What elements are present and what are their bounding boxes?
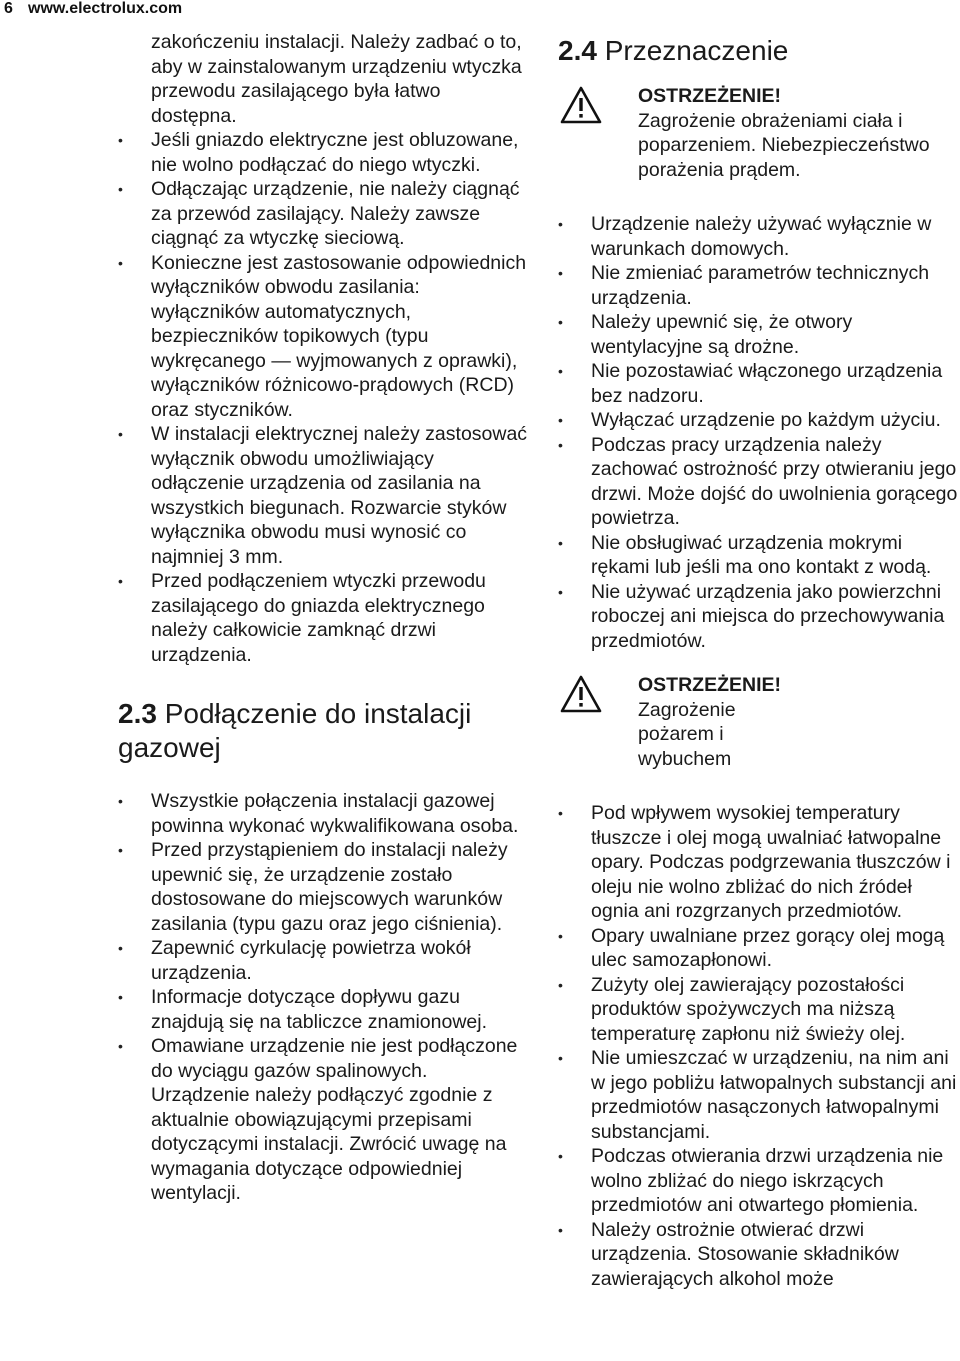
fire-bullet-list bbox=[558, 801, 960, 1291]
usage-bullet-list bbox=[558, 212, 960, 653]
list-item: • Omawiane urządzenie nie jest podłączone do wyciągu gazów spalinowych. Urządzenie należy podłączyć zgodnie z aktualnie obowiązującymi przepisami dotyczącymi instalacji. Zwrócić uwagę na wymagania dotyczące odpowiedniej wentylacji. bbox=[118, 1034, 528, 1206]
list-item: • Przed podłączeniem wtyczki przewodu zasilającego do gniazda elektrycznego należy całkowicie zamknąć drzwi urządzenia. bbox=[118, 569, 528, 667]
list-item: • Wszystkie połączenia instalacji gazowej powinna wykonać wykwalifikowana osoba. bbox=[118, 789, 528, 838]
section-title: Podłączenie do instalacji gazowej bbox=[118, 698, 472, 763]
warning-triangle-icon bbox=[560, 675, 602, 713]
right-column bbox=[558, 30, 960, 1291]
warning-text: Zagrożenie pożarem i wybuchem bbox=[638, 698, 736, 770]
list-item: • Należy upewnić się, że otwory wentylacyjne są drożne. bbox=[558, 310, 960, 359]
warning-title: OSTRZEŻENIE! bbox=[638, 85, 782, 107]
gas-bullet-list bbox=[118, 789, 528, 1206]
page-number: 6 bbox=[4, 0, 13, 17]
list-item: • Konieczne jest zastosowanie odpowiednich wyłączników obwodu zasilania: wyłączników automatycznych, bezpieczników topikowych (typu wykręcanego — wyjmowanych z oprawki), wyłączników różnicowo-prądowych (RCD) oraz styczników. bbox=[118, 251, 528, 423]
list-item: • Przed przystąpieniem do instalacji należy upewnić się, że urządzenie zostało dostosowane do miejscowych warunków zasilania (typu gazu oraz jego ciśnienia). bbox=[118, 838, 528, 936]
section-number: 2.3 bbox=[118, 698, 157, 729]
list-item: • Nie pozostawiać włączonego urządzenia bez nadzoru. bbox=[558, 359, 960, 408]
list-item: • Należy ostrożnie otwierać drzwi urządzenia. Stosowanie składników zawierających alkohol może bbox=[558, 1218, 960, 1292]
section-heading-purpose bbox=[558, 34, 960, 68]
list-item: • Zużyty olej zawierający pozostałości produktów spożywczych ma niższą temperaturę zapłonu niż świeży olej. bbox=[558, 973, 960, 1047]
list-item: • Urządzenie należy używać wyłącznie w warunkach domowych. bbox=[558, 212, 960, 261]
electrical-bullet-list bbox=[118, 128, 528, 667]
warning-box bbox=[558, 673, 960, 771]
list-item: • Nie zmieniać parametrów technicznych urządzenia. bbox=[558, 261, 960, 310]
list-item: • Pod wpływem wysokiej temperatury tłuszcze i olej mogą uwalniać łatwopalne opary. Podczas podgrzewania tłuszczów i oleju nie wolno zbliżać do nich źródeł ognia ani rozgrzanych przedmiotów. bbox=[558, 801, 960, 924]
warning-triangle-icon bbox=[560, 86, 602, 124]
list-item: • Opary uwalniane przez gorący olej mogą ulec samozapłonowi. bbox=[558, 924, 960, 973]
list-item: • Nie umieszczać w urządzeniu, na nim ani w jego pobliżu łatwopalnych substancji ani przedmiotów nasączonych łatwopalnymi substancjami. bbox=[558, 1046, 960, 1144]
list-item: • Informacje dotyczące dopływu gazu znajdują się na tabliczce znamionowej. bbox=[118, 985, 528, 1034]
list-item: • Odłączając urządzenie, nie należy ciągnąć za przewód zasilający. Należy zawsze ciągnąć za wtyczkę sieciową. bbox=[118, 177, 528, 251]
site-url: www.electrolux.com bbox=[28, 0, 183, 17]
list-item: • Nie obsługiwać urządzenia mokrymi rękami lub jeśli ma ono kontakt z wodą. bbox=[558, 531, 960, 580]
warning-text: Zagrożenie obrażeniami ciała i poparzeniem. Niebezpieczeństwo porażenia prądem. bbox=[638, 109, 930, 181]
warning-title: OSTRZEŻENIE! bbox=[638, 674, 782, 696]
continuation-text: zakończeniu instalacji. Należy zadbać o to, aby w zainstalowanym urządzeniu wtyczka przewodu zasilającego była łatwo dostępna. bbox=[151, 31, 522, 127]
section-number: 2.4 bbox=[558, 35, 597, 66]
section-title: Przeznaczenie bbox=[604, 35, 789, 66]
list-item: • Podczas otwierania drzwi urządzenia nie wolno zbliżać do niego iskrzących przedmiotów ani otwartego płomienia. bbox=[558, 1144, 960, 1218]
list-item: • Jeśli gniazdo elektryczne jest obluzowane, nie wolno podłączać do niego wtyczki. bbox=[118, 128, 528, 177]
list-item: • Podczas pracy urządzenia należy zachować ostrożność przy otwieraniu jego drzwi. Może dojść do uwolnienia gorącego powietrza. bbox=[558, 433, 960, 531]
list-item: • Nie używać urządzenia jako powierzchni roboczej ani miejsca do przechowywania przedmiotów. bbox=[558, 580, 960, 654]
warning-box bbox=[558, 84, 960, 182]
left-column bbox=[118, 30, 528, 1206]
list-item: • Wyłączać urządzenie po każdym użyciu. bbox=[558, 408, 960, 433]
section-heading-gas bbox=[118, 697, 528, 765]
list-item: • W instalacji elektrycznej należy zastosować wyłącznik obwodu umożliwiający odłączenie urządzenia od zasilania na wszystkich biegunach. Rozwarcie styków wyłącznika obwodu musi wynosić co najmniej 3 mm. bbox=[118, 422, 528, 569]
list-item: • Zapewnić cyrkulację powietrza wokół urządzenia. bbox=[118, 936, 528, 985]
